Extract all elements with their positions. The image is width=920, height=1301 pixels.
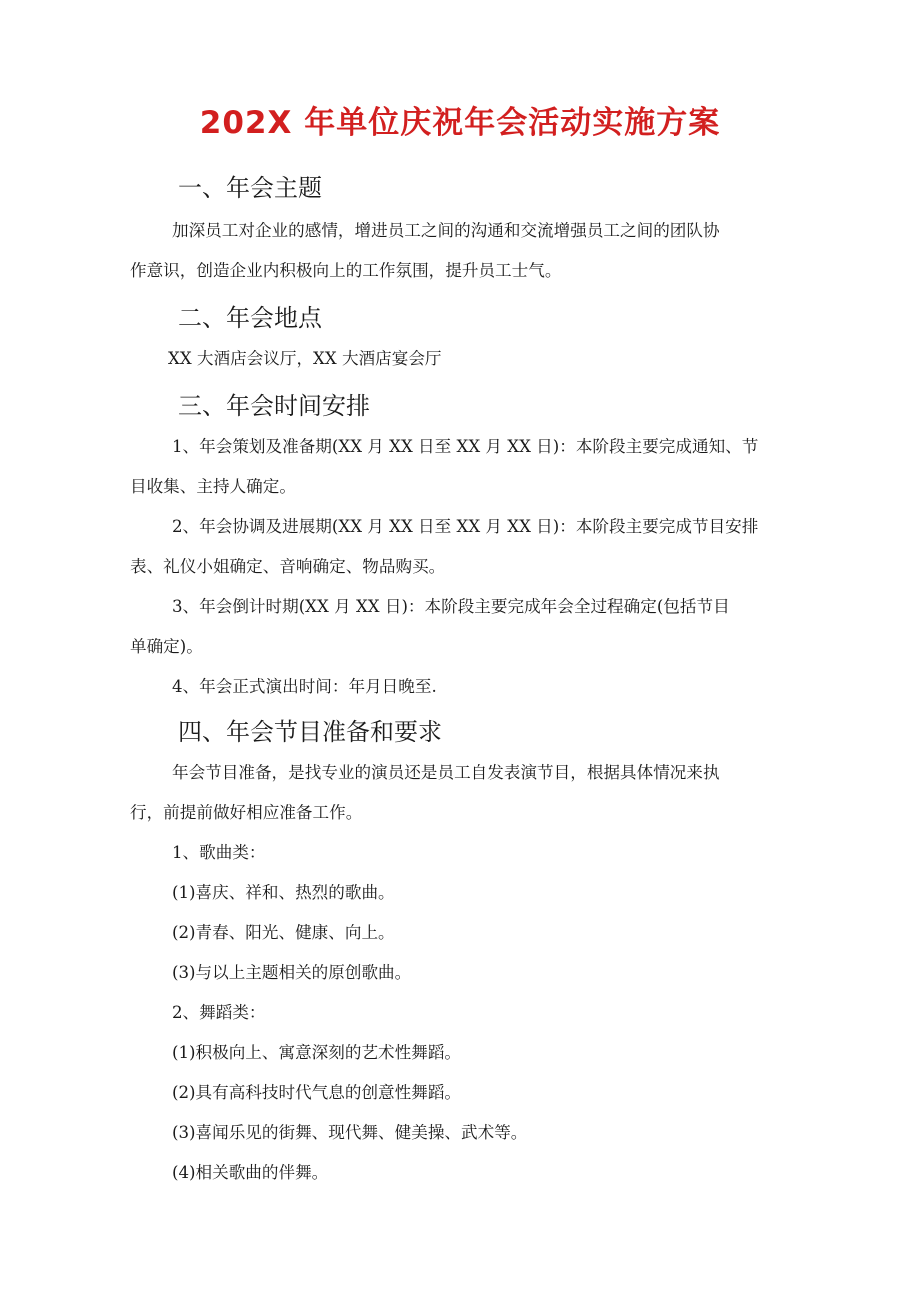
- list-item: (3)与以上主题相关的原创歌曲。: [172, 963, 412, 982]
- paragraph-line: 单确定)。: [130, 637, 203, 656]
- paragraph-line: 年会节目准备，是找专业的演员还是员工自发表演节目，根据具体情况来执: [172, 763, 720, 782]
- section-heading-schedule: 三、年会时间安排: [178, 392, 370, 420]
- list-item: (1)积极向上、寓意深刻的艺术性舞蹈。: [172, 1043, 462, 1062]
- list-item: (1)喜庆、祥和、热烈的歌曲。: [172, 883, 395, 902]
- paragraph-line: XX 大酒店会议厅，XX 大酒店宴会厅: [168, 349, 442, 368]
- paragraph-line: 4、年会正式演出时间：年月日晚至.: [172, 677, 437, 696]
- paragraph-line: 目收集、主持人确定。: [130, 477, 296, 496]
- list-heading: 1、歌曲类：: [172, 843, 266, 862]
- paragraph-line: 作意识，创造企业内积极向上的工作氛围，提升员工士气。: [130, 261, 562, 280]
- document-title: 202X 年单位庆祝年会活动实施方案: [199, 105, 721, 141]
- section-heading-program: 四、年会节目准备和要求: [178, 718, 442, 746]
- list-item: (4)相关歌曲的伴舞。: [172, 1163, 329, 1182]
- list-heading: 2、舞蹈类：: [172, 1003, 266, 1022]
- section-heading-theme: 一、年会主题: [178, 174, 322, 202]
- paragraph-line: 加深员工对企业的感情，增进员工之间的沟通和交流增强员工之间的团队协: [172, 221, 720, 240]
- paragraph-line: 表、礼仪小姐确定、音响确定、物品购买。: [130, 557, 446, 576]
- paragraph-line: 1、年会策划及准备期(XX 月 XX 日至 XX 月 XX 日)：本阶段主要完成通知、节: [172, 437, 759, 456]
- paragraph-line: 行，前提前做好相应准备工作。: [130, 803, 363, 822]
- list-item: (2)具有高科技时代气息的创意性舞蹈。: [172, 1083, 462, 1102]
- list-item: (2)青春、阳光、健康、向上。: [172, 923, 395, 942]
- list-item: (3)喜闻乐见的街舞、现代舞、健美操、武术等。: [172, 1123, 528, 1142]
- paragraph-line: 3、年会倒计时期(XX 月 XX 日)：本阶段主要完成年会全过程确定(包括节目: [172, 597, 730, 616]
- section-heading-location: 二、年会地点: [178, 304, 322, 332]
- paragraph-line: 2、年会协调及进展期(XX 月 XX 日至 XX 月 XX 日)：本阶段主要完成节目安排: [172, 517, 759, 536]
